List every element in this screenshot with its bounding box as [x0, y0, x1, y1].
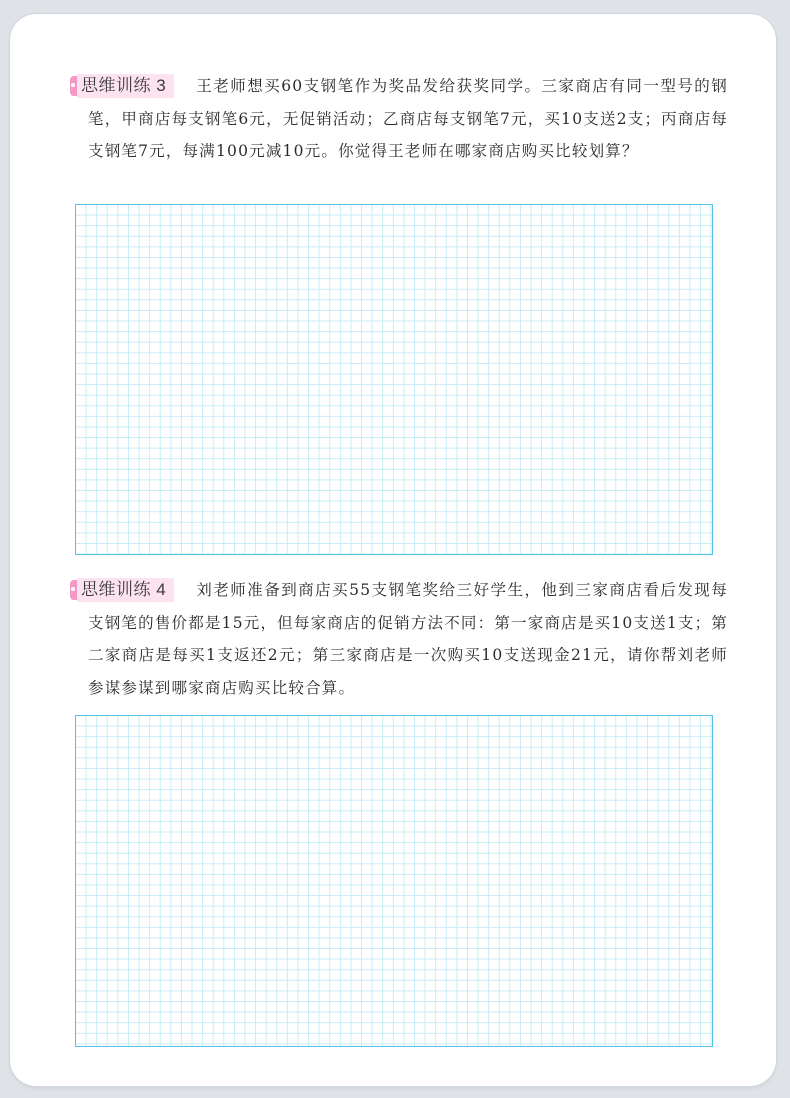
label-marker-icon	[70, 580, 77, 600]
problem-label-text: 思维训练 3	[77, 74, 174, 98]
problem-text-3	[88, 70, 728, 168]
problem-question-text: 王老师想买60支钢笔作为奖品发给获奖同学。三家商店有同一型号的钢笔，甲商店每支钢笔6元，无促销活动；乙商店每支钢笔7元，买10支送2支；丙商店每支钢笔7元，每满100元减10元。你觉得王老师在哪家商店购买比较划算？	[88, 77, 728, 160]
problem-label-text: 思维训练 4	[77, 578, 174, 602]
answer-grid-3[interactable]	[75, 204, 713, 555]
worksheet-page	[10, 14, 776, 1086]
problem-question-text: 刘老师准备到商店买55支钢笔奖给三好学生，他到三家商店看后发现每支钢笔的售价都是15元，但每家商店的促销方法不同：第一家商店是买10支送1支；第二家商店是每买1支返还2元；第三家商店是一次购买10支送现金21元，请你帮刘老师参谋参谋到哪家商店购买比较合算。	[88, 581, 729, 697]
problem-text-4	[88, 574, 728, 704]
label-marker-icon	[70, 76, 77, 96]
answer-grid-4[interactable]	[75, 715, 713, 1047]
